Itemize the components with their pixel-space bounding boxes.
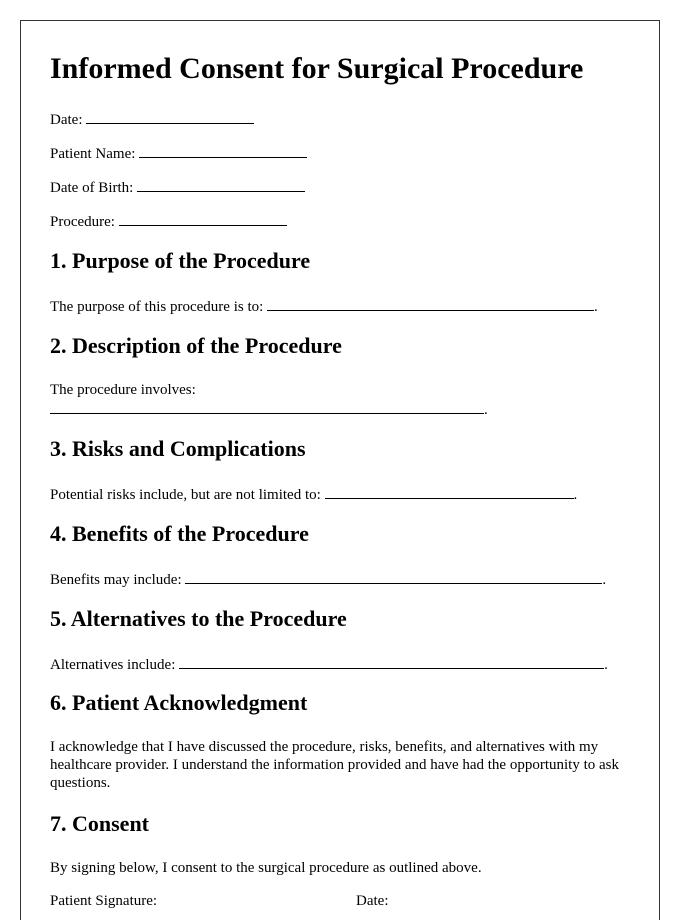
dob-field-blank[interactable] [137,177,305,192]
date-field-blank[interactable] [86,109,254,124]
procedure-field-label: Procedure: [50,214,115,230]
section-consent-text: By signing below, I consent to the surgical procedure as outlined above. [50,860,482,876]
date-field-label: Date: [50,112,83,128]
patient-name-field-row [50,143,307,163]
patient-name-field-label: Patient Name: [50,146,136,162]
section-description-text: The procedure involves: [50,382,196,398]
description-period: . [484,402,488,418]
section-purpose-text: The purpose of this procedure is to: [50,299,264,315]
section-alternatives-row [50,654,608,674]
section-purpose-heading: 1. Purpose of the Procedure [50,248,311,273]
procedure-field-row [50,211,287,231]
section-acknowledgment-text: I acknowledge that I have discussed the procedure, risks, benefits, and alternatives with my healthcare provider. I understand the information provided and have had the opportunity to ask questions. [50,739,619,791]
patient-signature-label: Patient Signature: [50,893,158,909]
section-purpose-row [50,296,598,316]
section-risks-text: Potential risks include, but are not limited to: [50,487,321,503]
patient-name-field-blank[interactable] [139,143,307,158]
section-benefits-text: Benefits may include: [50,572,182,588]
section-description-blank-row [50,399,488,419]
section-acknowledgment-heading: 6. Patient Acknowledgment [50,690,308,715]
description-blank[interactable] [50,399,484,414]
purpose-period: . [594,299,598,315]
section-alternatives-heading: 5. Alternatives to the Procedure [50,606,347,631]
benefits-blank[interactable] [185,569,602,584]
dob-field-row [50,177,305,197]
section-risks-row [50,484,577,504]
section-benefits-heading: 4. Benefits of the Procedure [50,521,309,546]
alternatives-blank[interactable] [179,654,604,669]
date-field-row [50,109,254,129]
signature-date-label: Date: [356,893,389,909]
section-risks-heading: 3. Risks and Complications [50,436,306,461]
document-title: Informed Consent for Surgical Procedure [50,52,584,85]
consent-form-page [20,20,660,920]
dob-field-label: Date of Birth: [50,180,134,196]
benefits-period: . [602,572,607,588]
section-description-heading: 2. Description of the Procedure [50,333,342,358]
section-benefits-row [50,569,606,589]
section-alternatives-text: Alternatives include: [50,657,176,673]
purpose-blank[interactable] [267,296,594,311]
risks-blank[interactable] [325,484,574,499]
alternatives-period: . [604,657,608,673]
risks-period: . [573,487,578,503]
section-consent-heading: 7. Consent [50,811,150,836]
procedure-field-blank[interactable] [119,211,287,226]
